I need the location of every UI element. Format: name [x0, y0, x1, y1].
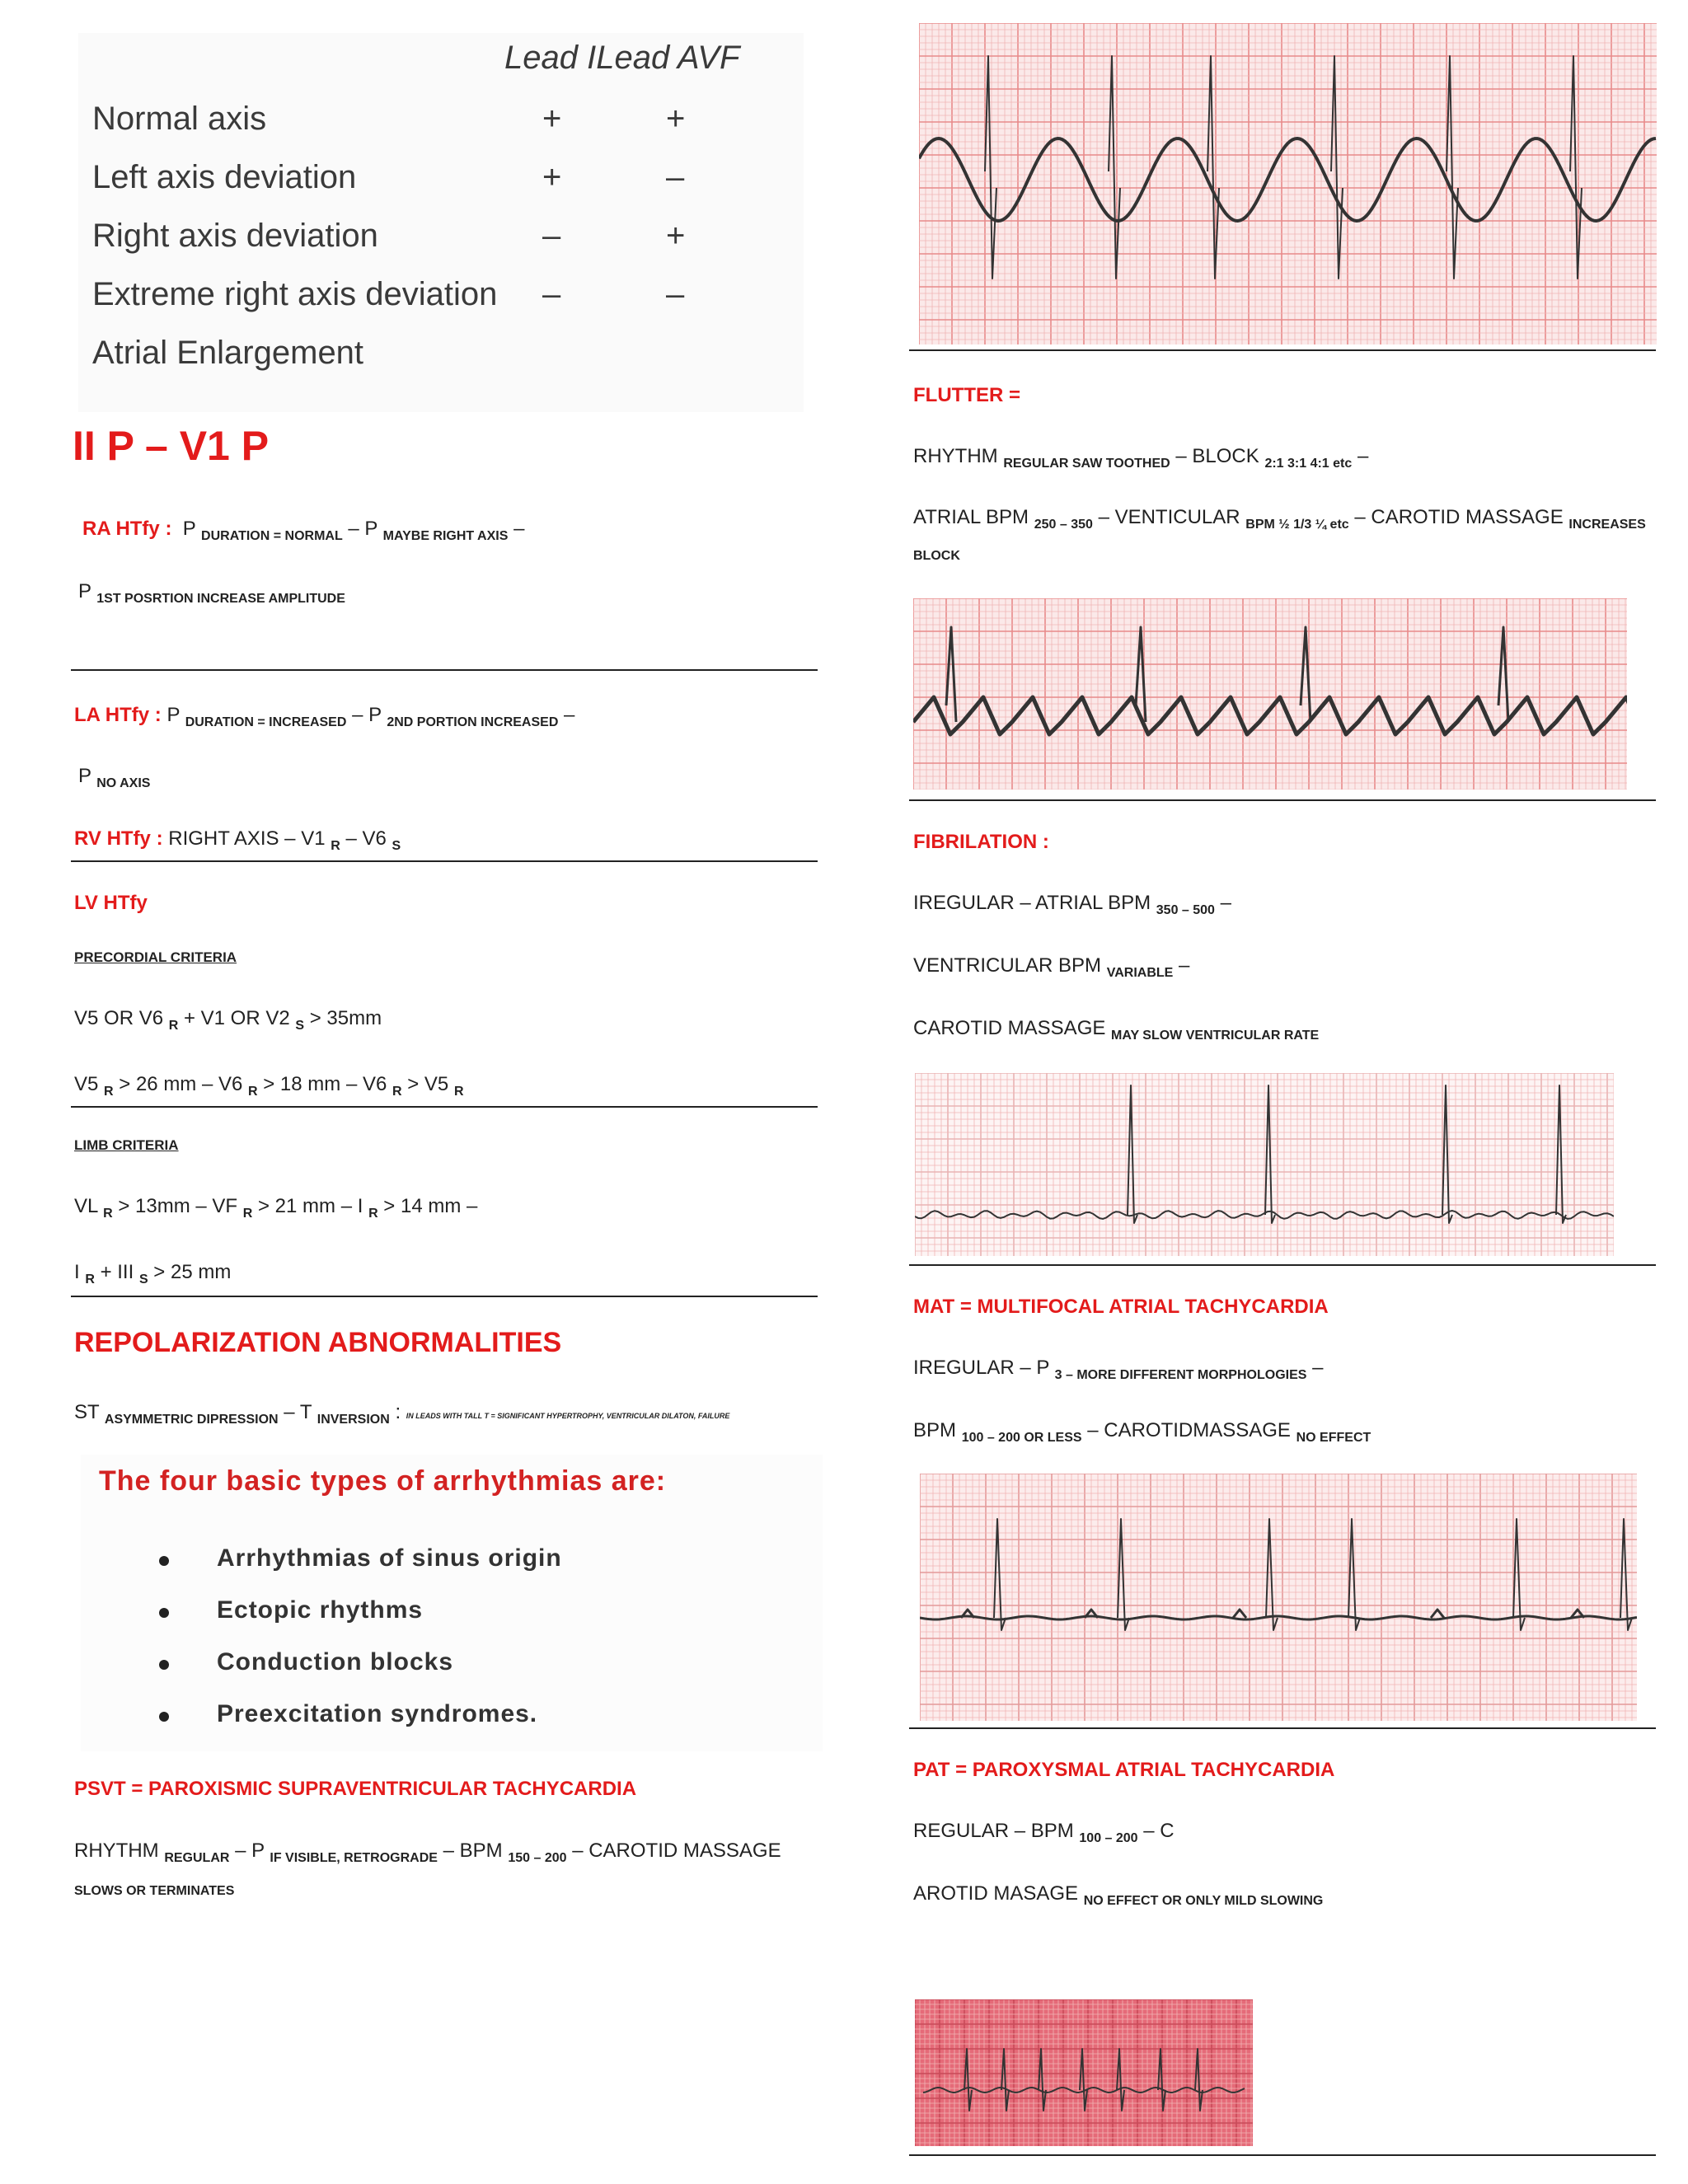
pat-line-2	[913, 1882, 1324, 1908]
text: IREGULAR – ATRIAL BPM	[913, 892, 1151, 914]
text: – P	[352, 704, 382, 726]
bullet-icon	[159, 1608, 169, 1618]
text: – CAROTID MASSAGE	[572, 1840, 781, 1862]
text: – CAROTIDMASSAGE	[1087, 1419, 1291, 1441]
text: – BPM	[443, 1840, 503, 1862]
subscript: 1ST POSRTION INCREASE AMPLITUDE	[96, 592, 345, 606]
subscript: VARIABLE	[1106, 966, 1174, 980]
axis-avf-sign: –	[666, 159, 685, 195]
pat-heading: PAT = PAROXYSMAL ATRIAL TACHYCARDIA	[913, 1759, 1335, 1781]
subscript: 2:1 3:1 4:1 etc	[1264, 457, 1353, 471]
ecg-strip-mat	[920, 1474, 1637, 1721]
text: – CAROTID MASSAGE	[1354, 506, 1564, 528]
text: –	[564, 704, 575, 726]
text: BPM	[913, 1419, 957, 1441]
text: P	[166, 704, 181, 726]
subscript: R	[368, 1207, 378, 1221]
st-note: IN LEADS WITH TALL T = SIGNIFICANT HYPERTROPHY, VENTRICULAR DILATON, FAILURE	[406, 1412, 730, 1420]
text: VL	[74, 1195, 98, 1217]
subscript: REGULAR SAW TOOTHED	[1003, 457, 1170, 471]
mat-heading: MAT = MULTIFOCAL ATRIAL TACHYCARDIA	[913, 1296, 1329, 1318]
text: + V1 OR V2	[183, 1007, 290, 1029]
text: –	[1178, 954, 1190, 977]
subscript: R	[453, 1085, 464, 1099]
limb-line-2	[74, 1261, 231, 1284]
subscript: R	[103, 1207, 113, 1221]
text: – BLOCK	[1175, 445, 1259, 467]
ecg-strip-fibrillation	[915, 1073, 1614, 1256]
ecg-strip-flutter-2	[913, 598, 1627, 790]
text: > 18 mm – V6	[263, 1073, 387, 1095]
precordial-criteria-heading: PRECORDIAL CRITERIA	[74, 949, 237, 965]
st-line	[74, 1401, 730, 1427]
subscript: 350 – 500	[1156, 903, 1215, 917]
axis-row-label: Normal axis	[92, 101, 267, 137]
axis-avf-sign: +	[666, 218, 686, 254]
heading-ii-v1: II P – V1 P	[73, 423, 270, 469]
lv-htfy-label: LV HTfy	[74, 892, 148, 914]
text: V5 OR V6	[74, 1007, 164, 1029]
subscript: R	[248, 1085, 258, 1099]
rv-label: RV HTfy :	[74, 827, 163, 850]
subscript: 3 – MORE DIFFERENT MORPHOLOGIES	[1054, 1368, 1307, 1382]
axis-lead1-sign: –	[542, 218, 561, 254]
arrhythmia-type-item: Arrhythmias of sinus origin	[217, 1544, 562, 1572]
subscript: DURATION = NORMAL	[201, 529, 343, 543]
rv-htfy-line	[74, 827, 401, 851]
subscript: NO EFFECT OR ONLY MILD SLOWING	[1083, 1894, 1324, 1908]
text: – T	[284, 1401, 312, 1423]
text: AROTID MASAGE	[913, 1882, 1079, 1905]
subscript: 150 – 200	[508, 1851, 567, 1865]
text: > 21 mm – I	[258, 1195, 363, 1217]
arrhythmia-type-item: Conduction blocks	[217, 1648, 453, 1675]
subscript: R	[331, 839, 340, 853]
text: I	[74, 1261, 80, 1283]
text: + III	[100, 1261, 134, 1283]
text: :	[395, 1401, 401, 1423]
subscript: BPM ½ 1/3 ¼ etc	[1245, 518, 1349, 532]
text: > 35mm	[309, 1007, 382, 1029]
subscript: S	[138, 1272, 148, 1286]
bullet-icon	[159, 1712, 169, 1722]
subscript: 100 – 200 OR LESS	[961, 1431, 1082, 1445]
mat-line-2	[913, 1419, 1372, 1445]
subscript: R	[85, 1272, 95, 1286]
subscript: DURATION = INCREASED	[185, 715, 347, 729]
flutter-line-2	[913, 506, 1646, 532]
ra-htfy-line-2	[78, 580, 345, 606]
precordial-line-1	[74, 1007, 382, 1033]
divider	[909, 349, 1656, 351]
arrhythmia-type-item: Preexcitation syndromes.	[217, 1700, 538, 1727]
text: RHYTHM	[74, 1840, 159, 1862]
subscript: R	[168, 1019, 179, 1033]
axis-lead1-sign: +	[542, 159, 562, 195]
subscript: NO AXIS	[96, 776, 151, 790]
axis-avf-sign: +	[666, 101, 686, 137]
limb-line-1	[74, 1195, 478, 1221]
fibrilation-heading: FIBRILATION :	[913, 831, 1049, 853]
subscript: 250 – 350	[1034, 518, 1093, 532]
text: – VENTICULAR	[1098, 506, 1240, 528]
text: > 14 mm –	[383, 1195, 478, 1217]
text: REGULAR – BPM	[913, 1820, 1074, 1842]
axis-table-header: Lead ILead AVF	[504, 40, 740, 76]
psvt-line-2: SLOWS OR TERMINATES	[74, 1884, 235, 1898]
text: P	[78, 580, 91, 602]
divider	[909, 2154, 1656, 2156]
arrhythmia-types-title: The four basic types of arrhythmias are:	[99, 1465, 667, 1497]
subscript: INVERSION	[316, 1413, 390, 1427]
divider	[71, 1296, 818, 1297]
text: –	[1220, 892, 1231, 914]
la-htfy-line	[74, 704, 574, 727]
text: V5	[74, 1073, 99, 1095]
divider	[909, 1264, 1656, 1266]
flutter-line-3: BLOCK	[913, 549, 960, 563]
la-htfy-line-2	[78, 765, 150, 788]
la-label: LA HTfy :	[74, 704, 162, 726]
divider	[71, 860, 818, 862]
subscript: S	[295, 1019, 305, 1033]
bullet-icon	[159, 1556, 169, 1566]
limb-criteria-heading: LIMB CRITERIA	[74, 1137, 179, 1153]
text: RHYTHM	[913, 445, 998, 467]
subscript: 2ND PORTION INCREASED	[387, 715, 559, 729]
subscript: S	[392, 839, 401, 853]
bullet-icon	[159, 1660, 169, 1670]
ecg-strip-pat	[915, 1999, 1253, 2146]
axis-avf-sign: –	[666, 276, 685, 312]
text: –	[513, 518, 525, 540]
pat-line-1	[913, 1820, 1175, 1843]
text: – V6	[345, 827, 387, 850]
subscript: 100 – 200	[1079, 1831, 1138, 1845]
subscript: IF VISIBLE, RETROGRADE	[270, 1851, 438, 1865]
text: ST	[74, 1401, 100, 1423]
text: > V5	[407, 1073, 449, 1095]
precordial-line-2	[74, 1073, 464, 1099]
ra-htfy-line	[82, 518, 524, 541]
divider	[71, 1106, 818, 1108]
text: VENTRICULAR BPM	[913, 954, 1102, 977]
subscript: MAYBE RIGHT AXIS	[382, 529, 509, 543]
ecg-strip-flutter-1	[919, 23, 1657, 344]
psvt-heading: PSVT = PAROXISMIC SUPRAVENTRICULAR TACHYCARDIA	[74, 1778, 637, 1800]
ra-label: RA HTfy :	[82, 518, 172, 540]
subscript: NO EFFECT	[1296, 1431, 1372, 1445]
text: – C	[1143, 1820, 1175, 1842]
axis-table-footer: Atrial Enlargement	[92, 335, 364, 371]
text: P	[182, 518, 196, 540]
subscript: REGULAR	[164, 1851, 230, 1865]
text: IREGULAR – P	[913, 1357, 1049, 1379]
fibrilation-line-1	[913, 892, 1231, 915]
text: –	[1357, 445, 1369, 467]
axis-lead1-sign: +	[542, 101, 562, 137]
subscript: INCREASES	[1568, 518, 1646, 532]
divider	[909, 1727, 1656, 1729]
subscript: R	[392, 1085, 402, 1099]
divider	[71, 669, 818, 671]
fibrilation-line-2	[913, 954, 1190, 980]
axis-lead1-sign: –	[542, 276, 561, 312]
text: RIGHT AXIS – V1	[168, 827, 326, 850]
text: CAROTID MASSAGE	[913, 1017, 1106, 1039]
text: P	[78, 765, 91, 787]
axis-row-label: Right axis deviation	[92, 218, 378, 254]
text: > 13mm – VF	[118, 1195, 238, 1217]
subscript: R	[242, 1207, 253, 1221]
arrhythmia-type-item: Ectopic rhythms	[217, 1596, 424, 1624]
psvt-line-1	[74, 1840, 781, 1863]
text: – P	[235, 1840, 265, 1862]
text: ATRIAL BPM	[913, 506, 1029, 528]
axis-row-label: Extreme right axis deviation	[92, 276, 498, 312]
text: > 26 mm – V6	[119, 1073, 243, 1095]
text: > 25 mm	[153, 1261, 232, 1283]
mat-line-1	[913, 1357, 1323, 1380]
flutter-line-1	[913, 445, 1369, 471]
subscript: R	[104, 1085, 114, 1099]
axis-row-label: Left axis deviation	[92, 159, 357, 195]
fibrilation-line-3	[913, 1017, 1320, 1043]
flutter-heading: FLUTTER =	[913, 384, 1020, 406]
text: – P	[348, 518, 377, 540]
subscript: ASYMMETRIC DIPRESSION	[104, 1413, 279, 1427]
divider	[909, 799, 1656, 801]
repolarization-heading: REPOLARIZATION ABNORMALITIES	[74, 1327, 562, 1358]
subscript: MAY SLOW VENTRICULAR RATE	[1111, 1029, 1320, 1043]
text: –	[1312, 1357, 1324, 1379]
